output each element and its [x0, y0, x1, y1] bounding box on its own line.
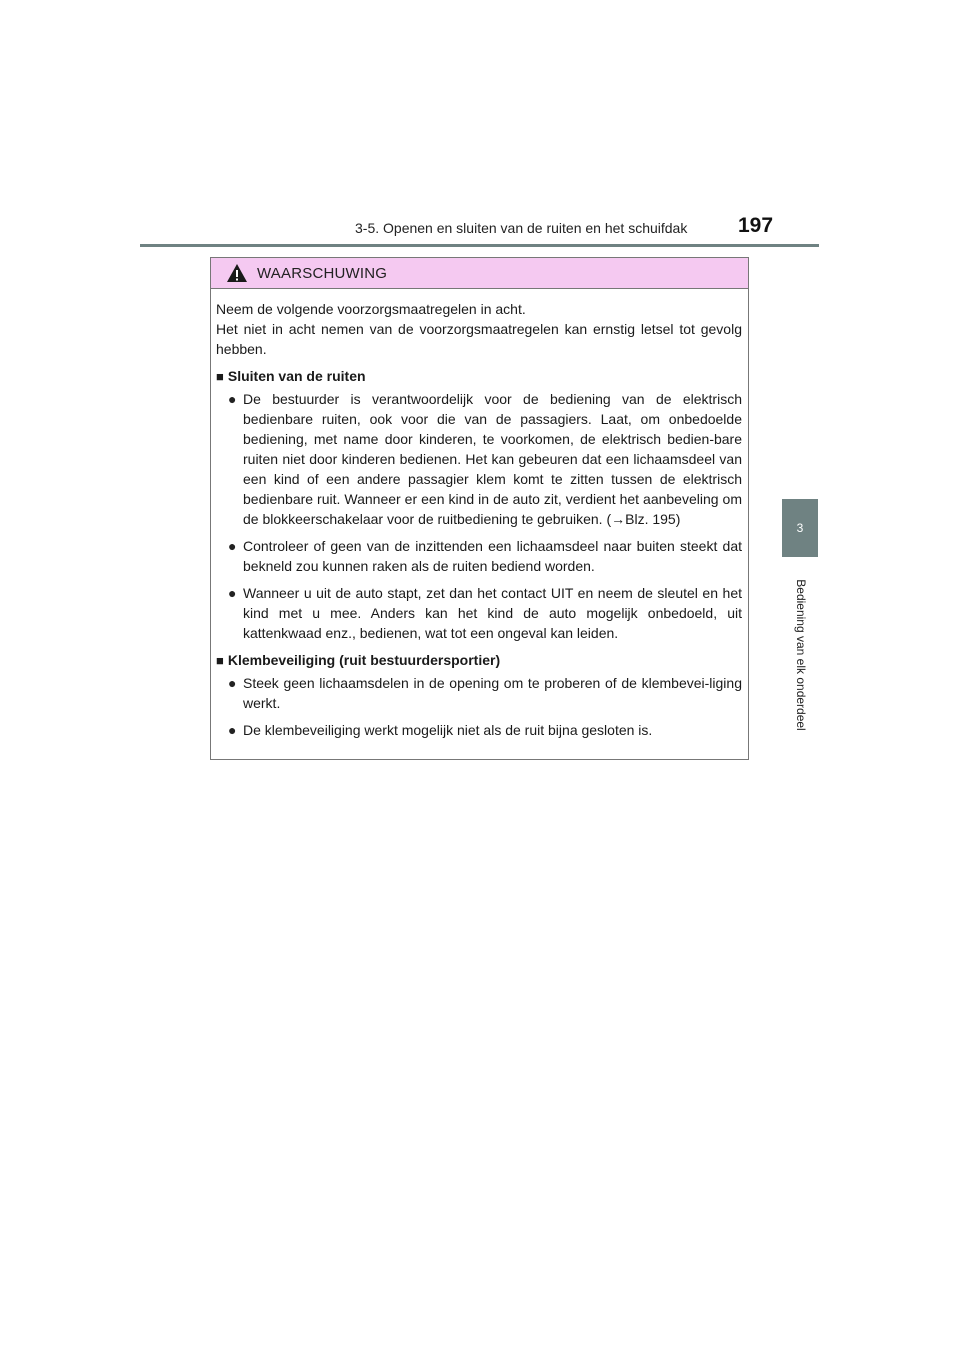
list-item — [216, 583, 742, 643]
warning-intro — [216, 299, 742, 359]
circle-bullet-icon: ● — [228, 391, 237, 407]
page-number: 197 — [738, 214, 774, 237]
page-reference: Blz. 195) — [625, 511, 681, 527]
list-item — [216, 389, 742, 529]
list-item-text: De klembeveiliging werkt mogelijk niet als de ruit bijna gesloten is. — [243, 722, 653, 738]
chapter-side-label: Bediening van elk onderdeel — [794, 579, 808, 731]
section-title-closing-windows — [216, 366, 742, 387]
warning-title: WAARSCHUWING — [257, 264, 388, 282]
circle-bullet-icon: ● — [228, 538, 237, 554]
warning-header — [211, 258, 748, 289]
warning-intro-line2: Het niet in acht nemen van de voorzorgsmaatregelen kan ernstig letsel tot gevolg hebben. — [216, 321, 742, 357]
warning-box — [210, 257, 749, 760]
arrow-right-icon: → — [611, 511, 626, 527]
warning-intro-line1: Neem de volgende voorzorgsmaatregelen in acht. — [216, 301, 526, 317]
list-item — [216, 673, 742, 713]
section-header-title: 3-5. Openen en sluiten van de ruiten en het schuifdak — [355, 220, 688, 236]
chapter-number: 3 — [796, 521, 804, 535]
list-item-text: Wanneer u uit de auto stapt, zet dan het contact UIT en neem de sleutel en het kind met u mee. Anders kan het kind de auto mogelijk onbedoeld, uit kattenkwaad enz., bedienen, wat tot een ongeval kan leiden. — [243, 585, 742, 641]
square-bullet-icon: ■ — [216, 369, 224, 384]
header-divider — [140, 244, 819, 247]
section-title-text: Klembeveiliging (ruit bestuurdersportier) — [227, 652, 501, 668]
section-title-jam-protection — [216, 650, 742, 671]
list-item — [216, 720, 742, 740]
list-item-text: Controleer of geen van de inzittenden een lichaamsdeel naar buiten steekt dat bekneld zou kunnen raken als de ruiten bediend worden. — [243, 538, 742, 574]
list-item — [216, 536, 742, 576]
section-title-text: Sluiten van de ruiten — [227, 368, 366, 384]
circle-bullet-icon: ● — [228, 722, 237, 738]
warning-body — [211, 289, 748, 740]
chapter-tab — [782, 499, 818, 557]
circle-bullet-icon: ● — [228, 585, 237, 601]
list-item-text: Steek geen lichaamsdelen in de opening om te proberen of de klembevei-liging werkt. — [243, 675, 742, 711]
list-item-text: De bestuurder is verantwoordelijk voor de bediening van de elektrisch bedienbare ruiten, ook voor die van de passagiers. Laat, om onbedoelde bediening, met name door kinderen, te voorkomen, de elektrisch bedien-bare ruiten niet door kinderen bedienen. Het kan gebeuren dat een lichaamsdeel van een kind of een andere passagier klem komt te zitten tussen de elektrisch bedienbare ruit. Wanneer er een kind in de auto zit, verdient het aanbeveling om de blokkeerschakelaar voor de ruitbediening te gebruiken. ( — [243, 391, 742, 527]
circle-bullet-icon: ● — [228, 675, 237, 691]
square-bullet-icon: ■ — [216, 653, 224, 668]
warning-triangle-icon — [226, 263, 248, 283]
